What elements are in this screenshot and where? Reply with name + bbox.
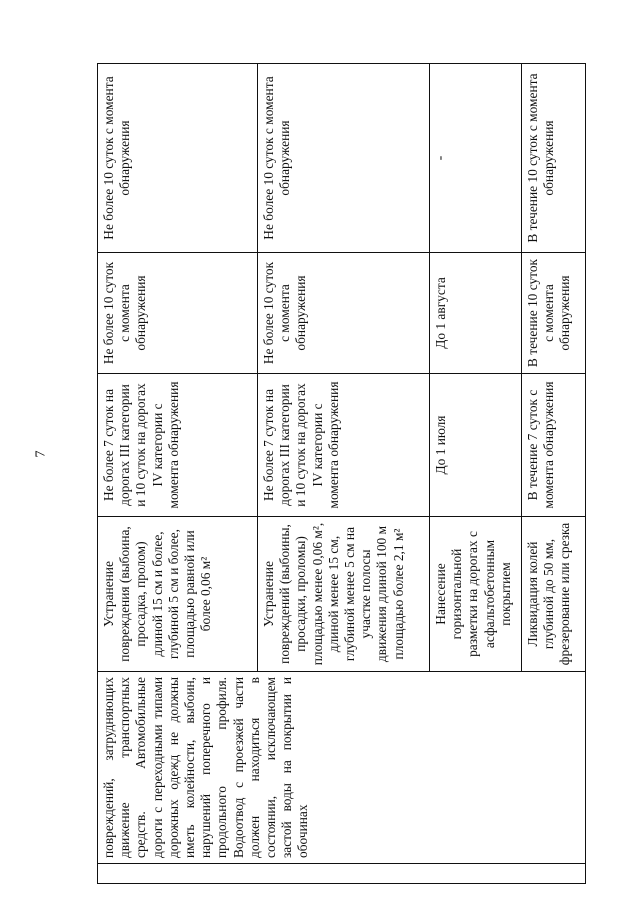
deadline-cell: В течение 7 суток с момента обнаружения bbox=[522, 374, 586, 517]
work-type-cell: Устранение повреждений (выбоины, просадки, проломы) площадью менее 0,06 м², длиной менее 15 см, глубиной менее 5 см на участке полосы движения длиной 100 м площадью более 2,1 м² bbox=[258, 517, 430, 672]
rotated-table-container bbox=[97, 64, 585, 884]
page-number: 7 bbox=[33, 450, 49, 458]
deadline-cell: - bbox=[430, 64, 522, 253]
deadline-cell: В течение 10 суток с момента обнаружения bbox=[522, 253, 586, 374]
table-row bbox=[98, 64, 258, 884]
requirements-table bbox=[97, 63, 586, 884]
deadline-cell: До 1 июля bbox=[430, 374, 522, 517]
deadline-cell: Не более 10 суток с момента обнаружения bbox=[258, 253, 430, 374]
deadline-cell: Не более 10 суток с момента обнаружения bbox=[258, 64, 430, 253]
row-number-cell bbox=[98, 864, 586, 884]
deadline-cell: В течение 10 суток с момента обнаружения bbox=[522, 64, 586, 253]
work-type-cell: Устранение повреждения (выбоина, просадка, пролом) длиной 15 см и более, глубиной 5 см и более, площадью равной или более 0,06 м² bbox=[98, 517, 258, 672]
deadline-cell: Не более 7 суток на дорогах III категории и 10 суток на дорогах IV категории с момента обнаружения bbox=[98, 374, 258, 517]
work-type-cell: Ликвидация колей глубиной до 50 мм, фрезерование или срезка bbox=[522, 517, 586, 672]
requirements-cell: повреждений, затрудняющих движение транспортных средств. Автомобильные дороги с переходными типами дорожных одежд не должны иметь колейности, выбоин, нарушений поперечного и продольного профиля. Водоотвод с проезжей части должен находиться в состоянии, исключающем застой воды на покрытии и обочинах bbox=[98, 672, 586, 864]
deadline-cell: Не более 10 суток с момента обнаружения bbox=[98, 64, 258, 253]
deadline-cell: Не более 7 суток на дорогах III категории и 10 суток на дорогах IV категории с момента обнаружения bbox=[258, 374, 430, 517]
deadline-cell: Не более 10 суток с момента обнаружения bbox=[98, 253, 258, 374]
work-type-cell: Нанесение горизонтальной разметки на дорогах с асфальтобетонным покрытием bbox=[430, 517, 522, 672]
deadline-cell: До 1 августа bbox=[430, 253, 522, 374]
